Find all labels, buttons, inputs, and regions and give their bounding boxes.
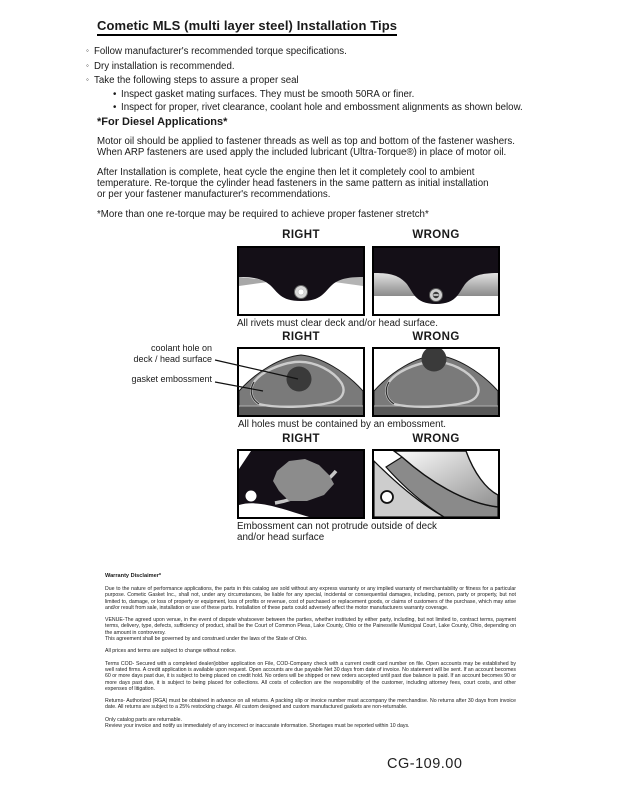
diesel-applications-section <box>97 116 542 221</box>
page-code: CG-109.00 <box>387 756 463 772</box>
right-label: RIGHT <box>282 331 320 343</box>
bolt-hole <box>381 491 393 503</box>
governing-law-line: This agreement shall be governed by and construed under the laws of the State of Ohio. <box>105 636 308 643</box>
list-item-text: Inspect gasket mating surfaces. They must be smooth 50RA or finer. <box>121 88 415 100</box>
diagram-protrusion-right <box>237 449 365 519</box>
diagram-embossment-right <box>237 347 365 417</box>
returns-paragraph: Returns- Authorized (RGA) must be obtained in advance on all returns. A packing slip or invoice number must accompany the merchandise. No returns after 30 days from invoice date. All returns are subject to a 25% restocking charge. All custom designed and custom manufactured gaskets are non-returnable. <box>105 698 516 711</box>
caption-line: Embossment can not protrude outside of deck <box>237 521 437 532</box>
rivet-caption: All rivets must clear deck and/or head surface. <box>237 318 438 329</box>
right-label: RIGHT <box>282 229 320 241</box>
warranty-heading: Warranty Disclaimer* <box>105 573 162 579</box>
paragraph-line: temperature. Re-torque the cylinder head fasteners in the same pattern as initial installation <box>97 177 489 189</box>
annotation-line: deck / head surface <box>133 353 212 364</box>
embossment-right-drawing <box>239 349 363 415</box>
list-item-text: Dry installation is recommended. <box>94 60 235 72</box>
diesel-heading: *For Diesel Applications* <box>97 116 228 128</box>
list-item <box>86 44 546 59</box>
diagram-rivet-wrong <box>372 246 500 316</box>
rivet-wrong-drawing <box>374 248 498 314</box>
bullet-marker: ◦ <box>86 75 89 85</box>
warranty-paragraph: Due to the nature of performance applications, the parts in this catalog are sold without any express warranty or any implied warranty of merchantability or fitness for a particular purpose. Cometic Gasket Inc., shall not, under any circumstances, be liable for any special, incidental or consequential damages, including, person, party or property, but not limited to, damage, or loss of property or equipment, loss of profits or revenue, cost of purchased or replacement goods, or claims of customers of the purchase, which may arise and/or result from sale, installation or use of these parts. Installation of these parts could adversely affect the motor manufacturers warranty coverage. <box>105 586 516 611</box>
catalog-parts-line: Only catalog parts are returnable. <box>105 716 182 723</box>
diagram-protrusion-wrong <box>372 449 500 519</box>
list-item <box>113 101 546 115</box>
page-title: Cometic MLS (multi layer steel) Installation Tips <box>97 18 397 36</box>
paragraph-line: After Installation is complete, heat cycle the engine then let it completely cool to ambient <box>97 166 475 178</box>
list-item <box>86 73 546 88</box>
bullet-marker: ◦ <box>86 60 89 70</box>
gasket-embossment-annotation: gasket embossment <box>131 374 212 384</box>
list-item-text: Take the following steps to assure a proper seal <box>94 75 299 87</box>
diagram-embossment-wrong <box>372 347 500 417</box>
bolt-hole <box>246 491 257 502</box>
wrong-label: WRONG <box>412 229 460 241</box>
protrusion-right-drawing <box>239 451 363 517</box>
embossment-caption: All holes must be contained by an embossment. <box>238 419 447 430</box>
diagram-rivet-right <box>237 246 365 316</box>
rivet-right-drawing <box>239 248 363 314</box>
caption-line: and/or head surface <box>237 532 325 543</box>
terms-cod-paragraph: Terms COD- Secured with a completed dealer/jobber application on File, COD-Company check with a current credit card number on file. Open accounts may be established by well rated firms. A credit application is available upon request. Open accounts are due payable Net 30 days from date of invoice. No statement will be sent. If an account becomes 60 or more days past due, it is subject to being placed on credit hold. No orders will be shipped or new orders accepted until past due balance is paid. If an account becomes 90 or more days past due, it is subject to being placed for collections. All costs of collection are the responsibility of the customer, including attorney fees, court costs, and other expenses of litigation. <box>105 660 516 692</box>
paragraph-line: Motor oil should be applied to fastener threads as well as top and bottom of the fastener washers. <box>97 136 515 147</box>
list-item <box>86 59 546 74</box>
warranty-disclaimer-section <box>105 573 516 729</box>
bullet-marker: ◦ <box>86 46 89 55</box>
bullet-marker: • <box>113 102 117 114</box>
paragraph-line: When ARP fasteners are used apply the included lubricant (Ultra-Torque®) in place of motor oil. <box>97 147 507 159</box>
retorque-note: *More than one re-torque may be required to achieve proper fastener stretch* <box>97 209 429 221</box>
list-item-text: Inspect for proper, rivet clearance, coolant hole and embossment alignments as shown below. <box>121 102 523 114</box>
paragraph-line: or per your fastener manufacturer's recommendations. <box>97 189 331 201</box>
wrong-label: WRONG <box>412 433 460 445</box>
protrusion-wrong-drawing <box>374 451 498 517</box>
wrong-label: WRONG <box>412 331 460 343</box>
right-label: RIGHT <box>282 433 320 445</box>
venue-paragraph: VENUE-The agreed upon venue, in the event of dispute whatsoever between the parties, whether instituted by either party, including, but not limited to, contract terms, payment terms, delivery, type, defects, sufficiency of product, shall be the Court of Common Pleas, Lake County, Ohio or the Painesville Municipal Court, Lake County, Ohio, depending on the amount in controversy. <box>105 617 516 636</box>
list-item-text: Follow manufacturer's recommended torque specifications. <box>94 46 347 57</box>
installation-tips-list <box>86 44 546 115</box>
coolant-hole-annotation <box>60 343 212 364</box>
bullet-marker: • <box>113 88 117 100</box>
annotation-line: coolant hole on <box>150 343 212 353</box>
list-item <box>113 88 546 102</box>
embossment-wrong-drawing <box>374 349 498 415</box>
protrusion-caption <box>237 521 437 543</box>
coolant-hole <box>287 367 312 392</box>
prices-terms-line: All prices and terms are subject to change without notice. <box>105 648 237 655</box>
invoice-review-line: Review your invoice and notify us immediately of any incorrect or inaccurate information. Shortages must be reported within 10 days. <box>105 723 410 730</box>
